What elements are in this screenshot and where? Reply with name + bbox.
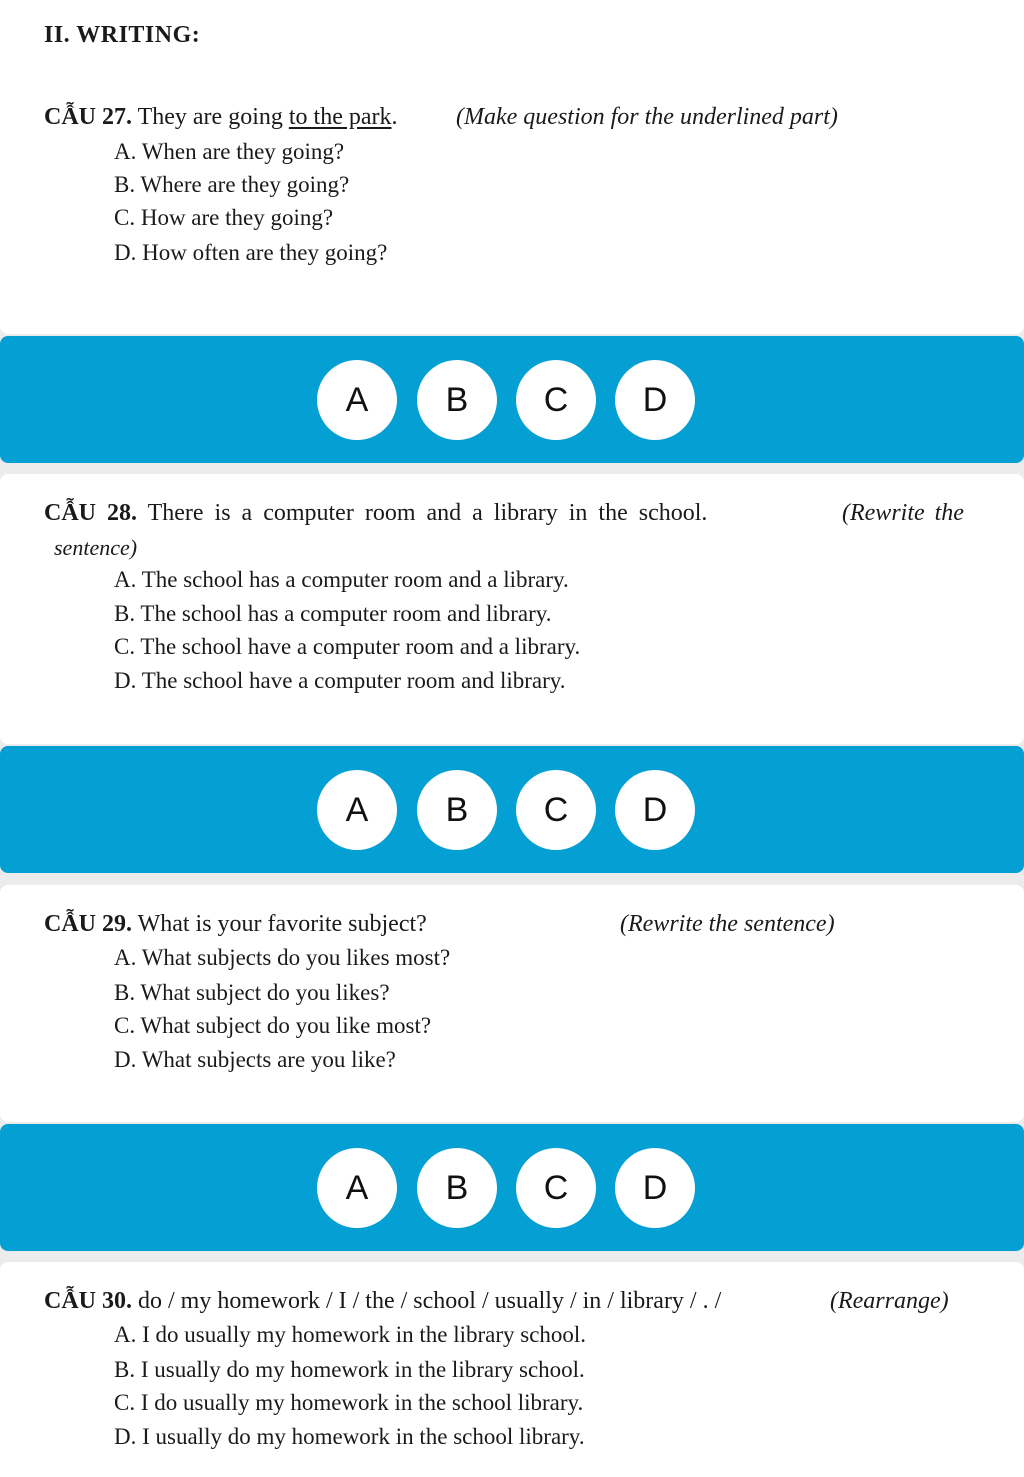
answer-28-a-button[interactable]: A: [317, 770, 397, 850]
answer-band-29: [0, 1124, 1024, 1251]
question-27-option-d: D. How often are they going?: [114, 240, 388, 265]
question-27-text-before: They are going: [137, 104, 289, 130]
question-28-option-d: D. The school have a computer room and library.: [114, 668, 566, 693]
question-28-option-c: C. The school have a computer room and a library.: [114, 634, 581, 659]
question-28-label: CẪU 28.: [44, 500, 137, 526]
question-27-label: CẪU 27.: [44, 104, 132, 130]
question-27-instruction: (Make question for the underlined part): [456, 104, 838, 130]
question-28-instruction-line2: sentence): [54, 535, 138, 560]
question-27-text-after: .: [391, 104, 398, 130]
question-29-option-a: A. What subjects do you likes most?: [114, 945, 451, 970]
answer-29-c-button[interactable]: C: [516, 1148, 596, 1228]
answer-28-b-button[interactable]: B: [417, 770, 497, 850]
question-28-card: [0, 474, 1024, 744]
answer-28-d-button[interactable]: D: [615, 770, 695, 850]
question-28-option-b: B. The school has a computer room and library.: [114, 601, 552, 626]
answer-27-c-button[interactable]: C: [516, 360, 596, 440]
answer-band-28: [0, 746, 1024, 873]
question-27-option-c: C. How are they going?: [114, 205, 334, 230]
question-30-option-b: B. I usually do my homework in the library school.: [114, 1357, 585, 1382]
question-28-text: There is a computer room and a library in the school.: [147, 500, 708, 526]
question-27-card: [0, 0, 1024, 334]
section-title: II. WRITING:: [44, 22, 201, 48]
question-28-option-a: A. The school has a computer room and a library.: [114, 567, 569, 592]
question-30-card: [0, 1262, 1024, 1477]
question-30-label: CẪU 30.: [44, 1288, 132, 1314]
question-30-instruction: (Rearrange): [830, 1288, 949, 1314]
question-27-stem: [44, 104, 398, 131]
question-27-option-b: B. Where are they going?: [114, 172, 350, 197]
answer-27-b-button[interactable]: B: [417, 360, 497, 440]
question-30-text: do / my homework / I / the / school / usually / in / library / . /: [138, 1288, 722, 1314]
question-30-option-d: D. I usually do my homework in the school library.: [114, 1424, 585, 1449]
answer-29-d-button[interactable]: D: [615, 1148, 695, 1228]
answer-28-c-button[interactable]: C: [516, 770, 596, 850]
answer-29-b-button[interactable]: B: [417, 1148, 497, 1228]
question-28-instruction-line1: (Rewrite the: [842, 500, 964, 526]
question-27-option-a: A. When are they going?: [114, 139, 345, 164]
question-29-card: [0, 885, 1024, 1122]
question-29-label: CẪU 29.: [44, 911, 132, 937]
question-30-stem: [44, 1288, 721, 1315]
question-30-option-a: A. I do usually my homework in the library school.: [114, 1322, 587, 1347]
question-27-underlined: to the park: [288, 104, 392, 130]
question-29-option-b: B. What subject do you likes?: [114, 980, 390, 1005]
question-28-stem: [44, 500, 707, 527]
answer-27-d-button[interactable]: D: [615, 360, 695, 440]
question-29-option-d: D. What subjects are you like?: [114, 1047, 396, 1072]
question-29-text: What is your favorite subject?: [137, 911, 427, 937]
question-29-option-c: C. What subject do you like most?: [114, 1013, 432, 1038]
question-29-stem: [44, 911, 427, 938]
answer-band-27: [0, 336, 1024, 463]
question-30-option-c: C. I do usually my homework in the school library.: [114, 1390, 584, 1415]
answer-27-a-button[interactable]: A: [317, 360, 397, 440]
answer-29-a-button[interactable]: A: [317, 1148, 397, 1228]
question-29-instruction: (Rewrite the sentence): [620, 911, 835, 937]
